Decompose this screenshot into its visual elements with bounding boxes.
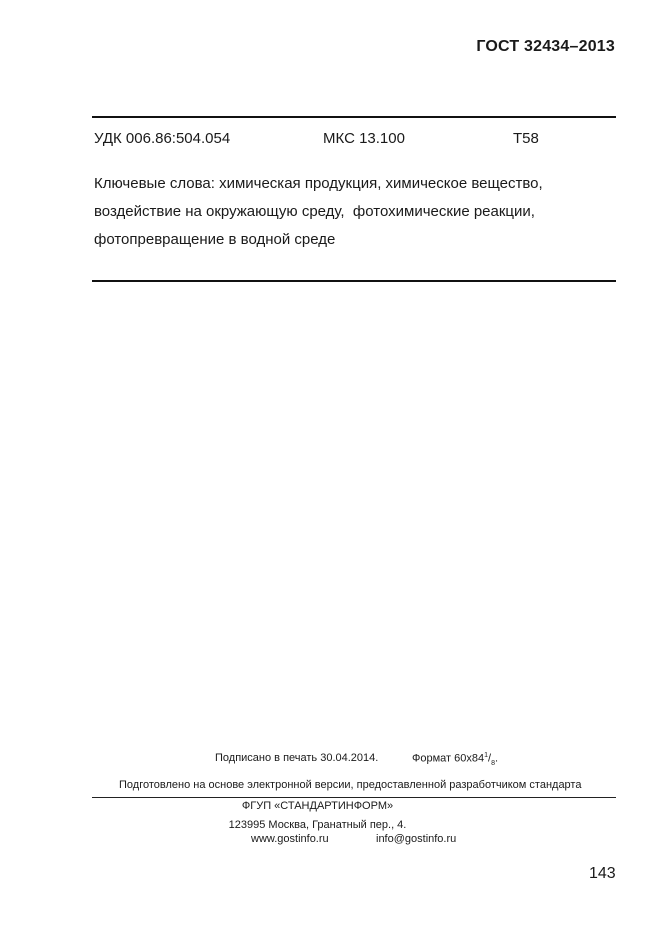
prepared-note: Подготовлено на основе электронной версии, предоставленной разработчиком стандарта: [119, 779, 582, 791]
paper-format: [412, 752, 498, 767]
keywords-line: фотопревращение в водной среде: [94, 231, 336, 248]
keywords-block: [94, 170, 634, 254]
keywords-divider: [92, 280, 616, 282]
keywords-line: воздействие на окружающую среду, фотохимические реакции,: [94, 203, 535, 220]
format-prefix: Формат 60x84: [412, 752, 485, 765]
mks-code: МКС 13.100: [323, 130, 405, 147]
page-number: 143: [589, 865, 616, 882]
signed-for-print: Подписано в печать 30.04.2014.: [215, 752, 379, 764]
format-slash: /: [488, 752, 492, 765]
format-sub: 8: [491, 759, 495, 767]
udk-code: УДК 006.86:504.054: [94, 130, 231, 147]
top-divider: [92, 116, 616, 118]
publisher-website[interactable]: www.gostinfo.ru: [251, 833, 329, 845]
standard-code-header: ГОСТ 32434–2013: [476, 38, 615, 55]
group-code: Т58: [513, 130, 539, 147]
format-suffix: .: [494, 752, 499, 765]
footer-divider: [92, 797, 616, 798]
publisher-email[interactable]: info@gostinfo.ru: [376, 833, 457, 845]
publisher-name: ФГУП «СТАНДАРТИНФОРМ»: [241, 800, 394, 812]
publisher-address: 123995 Москва, Гранатный пер., 4.: [228, 819, 407, 831]
keywords-line: Ключевые слова: химическая продукция, химическое вещество,: [94, 175, 543, 192]
format-sup: 1: [484, 752, 489, 759]
